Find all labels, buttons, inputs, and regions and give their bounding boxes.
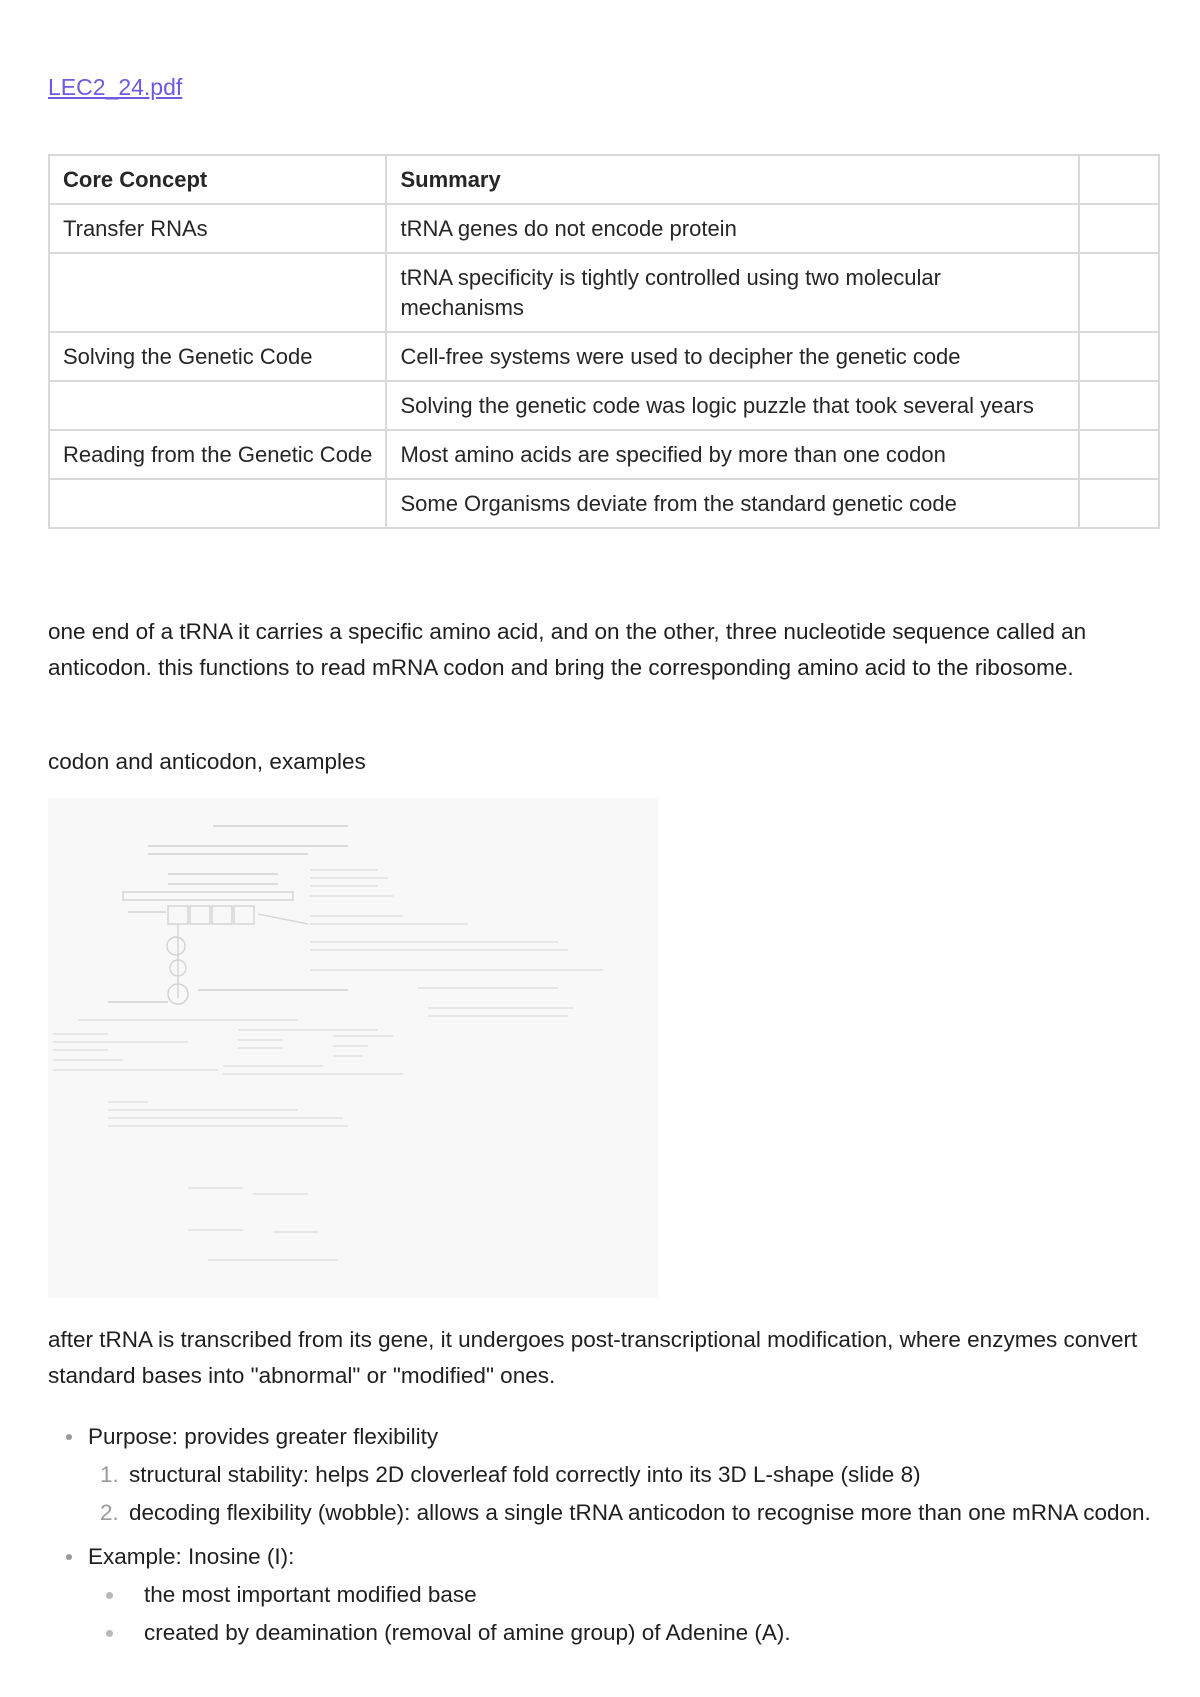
bullet-dot-icon: [66, 1554, 72, 1560]
table-cell: [1079, 381, 1159, 430]
list-number: 2.: [100, 1500, 119, 1525]
table-cell: Reading from the Genetic Code: [49, 430, 386, 479]
table-row: [49, 332, 1159, 381]
list-item-text: decoding flexibility (wobble): allows a single tRNA anticodon to recognise more than one mRNA codon.: [129, 1500, 1151, 1525]
pdf-file-link[interactable]: LEC2_24.pdf: [48, 74, 183, 100]
bullet-list: [48, 1418, 1160, 1652]
list-item: [48, 1538, 1160, 1652]
purpose-label: Purpose: provides greater flexibility: [88, 1424, 439, 1449]
table-cell: tRNA specificity is tightly controlled using two molecular mechanisms: [386, 253, 1079, 332]
table-row: [49, 430, 1159, 479]
table-cell: [1079, 332, 1159, 381]
trna-description-paragraph: one end of a tRNA it carries a specific amino acid, and on the other, three nucleotide sequence called an anticodon. this functions to read mRNA codon and bring the corresponding amino acid to the ribosome.: [48, 619, 1087, 680]
list-item: [88, 1494, 1160, 1532]
table-header-row: [49, 155, 1159, 204]
table-header-cell: Core Concept: [49, 155, 386, 204]
table-cell: Solving the Genetic Code: [49, 332, 386, 381]
list-item: [88, 1614, 1160, 1652]
nested-bullet-list: [88, 1576, 1160, 1652]
list-number: 1.: [100, 1462, 119, 1487]
table-cell: [49, 253, 386, 332]
handwritten-notes-image: [48, 798, 658, 1298]
table-cell: Cell-free systems were used to decipher the genetic code: [386, 332, 1079, 381]
list-item: [48, 1418, 1160, 1538]
bullet-dot-icon: [106, 1630, 113, 1637]
table-cell: Transfer RNAs: [49, 204, 386, 253]
post-transcriptional-paragraph: after tRNA is transcribed from its gene, it undergoes post-transcriptional modification, where enzymes convert standard bases into "abnormal" or "modified" ones.: [48, 1327, 1138, 1388]
list-item: [88, 1576, 1160, 1614]
table-cell: [1079, 204, 1159, 253]
table-cell: tRNA genes do not encode protein: [386, 204, 1079, 253]
list-item-text: structural stability: helps 2D cloverleaf fold correctly into its 3D L-shape (slide 8): [129, 1462, 921, 1487]
list-item: [88, 1456, 1160, 1494]
example-label: Example: Inosine (I):: [88, 1544, 295, 1569]
table-cell: [49, 479, 386, 528]
table-cell: [49, 381, 386, 430]
table-header-cell: Summary: [386, 155, 1079, 204]
list-item-text: the most important modified base: [144, 1582, 477, 1607]
summary-table: [48, 154, 1160, 529]
table-cell: Most amino acids are specified by more than one codon: [386, 430, 1079, 479]
table-cell: Some Organisms deviate from the standard genetic code: [386, 479, 1079, 528]
sketch-drawing: [48, 798, 658, 1298]
codon-examples-caption: codon and anticodon, examples: [48, 749, 366, 774]
table-header-cell: [1079, 155, 1159, 204]
table-row: [49, 381, 1159, 430]
table-cell: [1079, 253, 1159, 332]
numbered-sublist: [88, 1456, 1160, 1538]
table-cell: [1079, 430, 1159, 479]
table-row: [49, 253, 1159, 332]
table-row: [49, 479, 1159, 528]
table-cell: [1079, 479, 1159, 528]
table-row: [49, 204, 1159, 253]
list-item-text: created by deamination (removal of amine group) of Adenine (A).: [144, 1620, 791, 1645]
bullet-dot-icon: [66, 1434, 72, 1440]
table-cell: Solving the genetic code was logic puzzle that took several years: [386, 381, 1079, 430]
bullet-dot-icon: [106, 1592, 113, 1599]
